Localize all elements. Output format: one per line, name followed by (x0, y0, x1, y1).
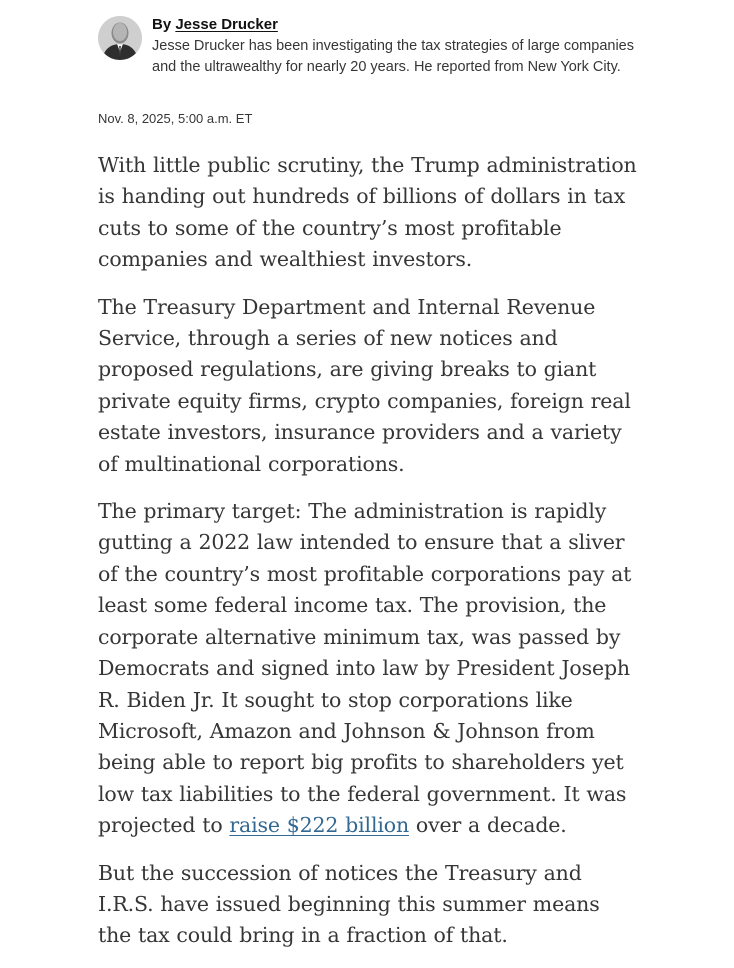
paragraph-2: The Treasury Department and Internal Revenue Service, through a series of new notices and proposed regulations, are giving breaks to giant private equity firms, crypto companies, foreign real estate investors, insurance providers and a variety of multinational corporations. (98, 294, 631, 476)
author-avatar[interactable] (98, 16, 142, 60)
author-link[interactable]: Jesse Drucker (175, 16, 278, 33)
article-body (98, 150, 638, 968)
publish-date: Nov. 8, 2025, 5:00 a.m. ET (98, 111, 253, 126)
paragraph-3-text-end: over a decade. (409, 813, 567, 838)
paragraph-4: But the succession of notices the Treasury and I.R.S. have issued beginning this summer means the tax could bring in a fraction of that. (98, 860, 600, 948)
byline-prefix: By (152, 16, 176, 33)
author-bio: Jesse Drucker has been investigating the tax strategies of large companies and the ultrawealthy for nearly 20 years. He reported from New York City. (152, 38, 634, 75)
byline (152, 14, 642, 36)
paragraph-3 (98, 496, 638, 841)
paragraph-1: With little public scrutiny, the Trump administration is handing out hundreds of billions of dollars in tax cuts to some of the country’s most profitable companies and wealthiest investors. (98, 153, 637, 272)
raise-222-billion-link[interactable]: raise $222 billion (229, 813, 410, 838)
byline-text (152, 14, 642, 77)
paragraph-3-text-start: The primary target: The administration is rapidly gutting a 2022 law intended to ensure that a sliver of the country’s most profitable corporations pay at least some federal income tax. The provision, the corporate alternative minimum tax, was passed by Democrats and signed into law by President Joseph R. Biden Jr. It sought to stop corporations like Microsoft, Amazon and Johnson & Johnson from being able to report big profits to shareholders yet low tax liabilities to the federal government. It was projected to (98, 499, 632, 838)
author-headshot-image (98, 16, 142, 60)
